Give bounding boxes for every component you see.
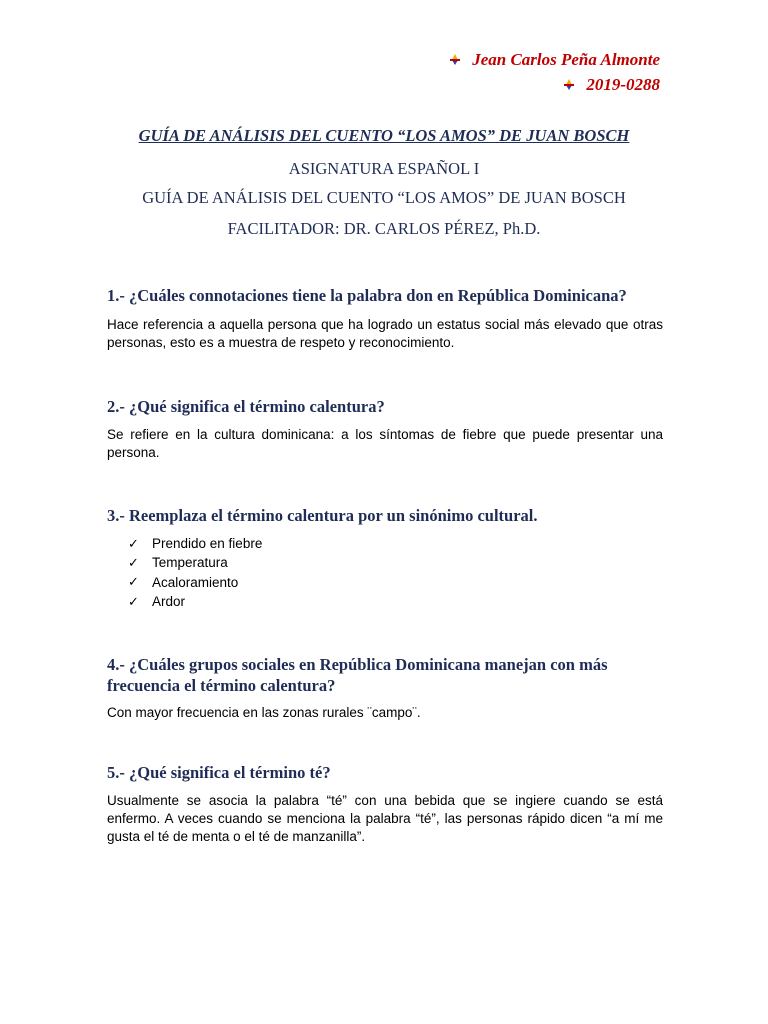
guide-line: GUÍA DE ANÁLISIS DEL CUENTO “LOS AMOS” DE JUAN BOSCH xyxy=(142,188,626,207)
checkmark-icon: ✓ xyxy=(128,535,139,551)
bullet-icon xyxy=(562,78,576,92)
checkmark-icon: ✓ xyxy=(128,554,139,570)
question-2: 2.- ¿Qué significa el término calentura? xyxy=(107,397,385,416)
list-item xyxy=(128,553,262,572)
list-item-label: Temperatura xyxy=(152,555,228,571)
list-item xyxy=(128,534,262,553)
answer-4: Con mayor frecuencia en las zonas rurales ¨campo¨. xyxy=(107,705,421,720)
question-3: 3.- Reemplaza el término calentura por un sinónimo cultural. xyxy=(107,506,538,525)
student-id: 2019-0288 xyxy=(586,75,660,94)
list-item-label: Prendido en fiebre xyxy=(152,536,263,552)
author-name: Jean Carlos Peña Almonte xyxy=(472,50,660,69)
question-4: 4.- ¿Cuáles grupos sociales en República Dominicana manejan con más frecuencia el término calentura? xyxy=(107,655,608,695)
author-name-line xyxy=(448,50,660,70)
list-item xyxy=(128,573,262,592)
answer-5: Usualmente se asocia la palabra “té” con una bebida que se ingiere cuando se está enfermo. A veces cuando se menciona la palabra “té”, las personas rápido dicen “a mí me gusta el té de menta o el té de manzanilla”. xyxy=(107,793,663,844)
bullet-icon xyxy=(448,53,462,67)
document-title: GUÍA DE ANÁLISIS DEL CUENTO “LOS AMOS” DE JUAN BOSCH xyxy=(138,126,630,145)
answer-2: Se refiere en la cultura dominicana: a los síntomas de fiebre que puede presentar una persona. xyxy=(107,427,663,460)
question-1: 1.- ¿Cuáles connotaciones tiene la palabra don en República Dominicana? xyxy=(107,286,627,305)
list-item-label: Acaloramiento xyxy=(152,574,239,590)
question-5: 5.- ¿Qué significa el término té? xyxy=(107,763,331,782)
subject-line: ASIGNATURA ESPAÑOL I xyxy=(288,159,480,178)
student-id-line xyxy=(562,75,660,95)
answer-1: Hace referencia a aquella persona que ha logrado un estatus social más elevado que otras personas, esto es a muestra de respeto y reconocimiento. xyxy=(107,317,663,350)
list-item-label: Ardor xyxy=(152,594,186,610)
checkmark-icon: ✓ xyxy=(128,574,139,590)
synonym-list xyxy=(128,534,262,611)
checkmark-icon: ✓ xyxy=(128,593,139,609)
facilitator-line: FACILITADOR: DR. CARLOS PÉREZ, Ph.D. xyxy=(227,219,541,238)
list-item xyxy=(128,592,262,611)
